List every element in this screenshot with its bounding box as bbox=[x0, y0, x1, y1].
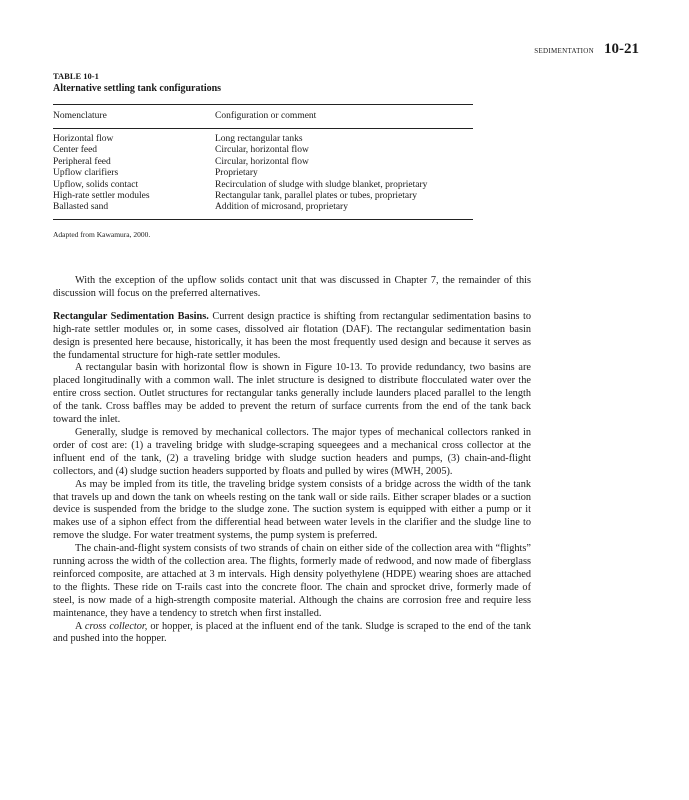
table-row bbox=[53, 191, 473, 202]
table-cell: Recirculation of sludge with sludge blanket, proprietary bbox=[215, 179, 428, 190]
paragraph: As may be impled from its title, the traveling bridge system consists of a bridge across the width of the tank that travels up and down the tank on wheels resting on the tank wall or side rails. Either scraper blades or a suction device is suspended from the bridge to the sludge zone. The suction system is equipped with either a pump or it makes use of a siphon effect from the differential head between water levels in the clarifier and the sludge line to remove the sludge. For water treatment systems, the pump system is preferred. bbox=[53, 478, 531, 542]
table-row bbox=[53, 168, 473, 179]
configuration-table bbox=[53, 104, 473, 220]
column-header-configuration: Configuration or comment bbox=[215, 111, 317, 121]
paragraph bbox=[53, 311, 531, 363]
paragraph-text: or hopper, is placed at the influent end of the tank. Sludge is scraped to the end of the tank and pushed into the hopper. bbox=[53, 620, 531, 645]
table-row bbox=[53, 180, 473, 191]
table-cell: Proprietary bbox=[215, 168, 258, 179]
section-heading: Rectangular Sedimentation Basins. bbox=[53, 310, 209, 322]
column-header-nomenclature: Nomenclature bbox=[53, 111, 107, 121]
paragraph: A rectangular basin with horizontal flow is shown in Figure 10-13. To provide redundancy, two basins are placed longitudinally with a common wall. The inlet structure is designed to distribute flocculated water over the entire cross section. Outlet structures for rectangular tanks generally include launders placed parallel to the length of the tank. Cross baffles may be added to prevent the return of surface currents from the end of the tank back toward the inlet. bbox=[53, 362, 531, 426]
page-number: 10-21 bbox=[604, 41, 639, 57]
table-cell: High-rate settler modules bbox=[53, 191, 150, 202]
defined-term: cross collector, bbox=[84, 620, 148, 632]
body-text bbox=[53, 275, 531, 646]
table-cell: Upflow, solids contact bbox=[53, 179, 139, 190]
paragraph: The chain-and-flight system consists of two strands of chain on either side of the collection area with “flights” running across the width of the collection area. The flights, formerly made of redwood, and now made of fiberglass reinforced composite, are attached at 3 m intervals. High density polyethylene (HDPE) wearing shoes are attached to the flights. These ride on T-rails cast into the concrete floor. The chain and sprocket drive, formerly made of steel, is now made of a high-strength composite material. Although the chains are corrosion free and require less maintenance, they have a tendency to stretch when first installed. bbox=[53, 543, 531, 619]
section-name: SEDIMENTATION bbox=[534, 47, 594, 55]
table-label: TABLE 10-1 bbox=[53, 71, 99, 81]
table-row bbox=[53, 145, 473, 156]
table-cell: Long rectangular tanks bbox=[215, 134, 303, 144]
table-cell: Rectangular tank, parallel plates or tubes, proprietary bbox=[215, 191, 418, 202]
table-cell: Center feed bbox=[53, 145, 98, 156]
table-cell: Circular, horizontal flow bbox=[215, 156, 309, 167]
table-row bbox=[53, 202, 473, 219]
table-title: Alternative settling tank configurations bbox=[53, 83, 222, 94]
paragraph bbox=[53, 621, 531, 647]
table-block bbox=[53, 71, 473, 240]
table-cell: Circular, horizontal flow bbox=[215, 145, 309, 156]
table-row bbox=[53, 157, 473, 168]
table-cell: Upflow clarifiers bbox=[53, 168, 119, 179]
table-cell: Peripheral feed bbox=[53, 156, 111, 167]
paragraph-text: A bbox=[75, 620, 82, 632]
running-header bbox=[534, 41, 639, 58]
table-header-row bbox=[53, 105, 473, 129]
table-source-note: Adapted from Kawamura, 2000. bbox=[53, 229, 151, 239]
table-row bbox=[53, 129, 473, 146]
intro-paragraph: With the exception of the upflow solids contact unit that was discussed in Chapter 7, the remainder of this discussion will focus on the preferred alternatives. bbox=[53, 275, 531, 299]
table-cell: Horizontal flow bbox=[53, 134, 114, 144]
paragraph: Generally, sludge is removed by mechanical collectors. The major types of mechanical collectors ranked in order of cost are: (1) a traveling bridge with sludge-scraping squeegees and a mechanical cross collector at the influent end of the tank, (2) a traveling bridge with sludge suction headers and pumps, (3) chain-and-flight collectors, and (4) sludge suction headers supported by floats and pulled by wires (MWH, 2005). bbox=[53, 426, 531, 477]
table-cell: Addition of microsand, proprietary bbox=[215, 202, 348, 213]
paragraph-text: Current design practice is shifting from rectangular sedimentation basins to high-rate settler modules or, in some cases, dissolved air flotation (DAF). The rectangular sedimentation basin design is presented here because, historically, it has been the most frequently used design and because it serves as the fundamental structure for high-rate settler modules. bbox=[53, 310, 531, 361]
table-cell: Ballasted sand bbox=[53, 202, 109, 213]
